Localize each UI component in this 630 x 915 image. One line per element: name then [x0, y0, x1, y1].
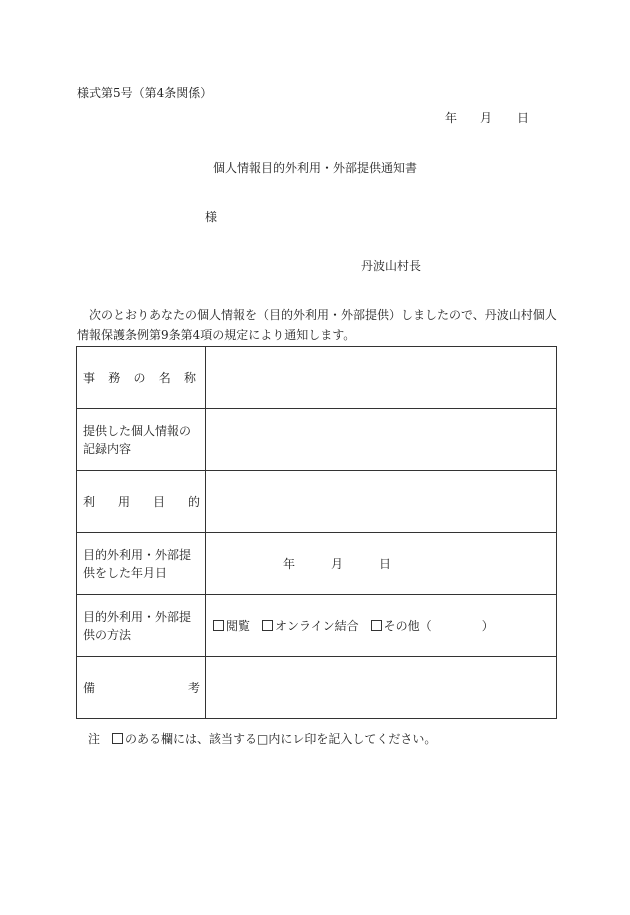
date-year-label: 年 [283, 557, 296, 571]
option-close-paren: ） [481, 619, 494, 633]
date-month-label: 月 [331, 557, 344, 571]
form-number: 様式第5号（第4条関係） [77, 86, 213, 100]
label-char: 称 [183, 370, 196, 385]
row-label-office [77, 347, 206, 409]
checkbox-icon [112, 733, 123, 744]
note-prefix: 注 [88, 732, 101, 746]
option-label: その他（ [383, 619, 432, 633]
row-label-purpose [77, 471, 206, 533]
label-char: 考 [187, 680, 200, 695]
checkbox-icon[interactable] [262, 620, 273, 631]
label-char: 的 [187, 494, 200, 509]
row-label-remarks [77, 657, 206, 719]
purpose-field[interactable] [206, 471, 557, 533]
label-char: 利 [83, 494, 96, 509]
label-char: 用 [117, 494, 130, 509]
date-year-label: 年 [445, 111, 458, 125]
row-label-method: 目的外利用・外部提供の方法 [77, 595, 206, 657]
table-row [77, 657, 557, 719]
document-title: 個人情報目的外利用・外部提供通知書 [213, 161, 418, 175]
provision-date-field[interactable] [206, 533, 557, 595]
table-row [77, 409, 557, 471]
body-paragraph [77, 305, 557, 345]
date-day-label: 日 [379, 557, 392, 571]
sender-name: 丹波山村長 [361, 259, 422, 273]
method-field [206, 595, 557, 657]
date-month-label: 月 [480, 111, 493, 125]
record-content-field[interactable] [206, 409, 557, 471]
label-char: 事 [83, 370, 96, 385]
checkbox-icon[interactable] [213, 620, 224, 631]
date-day-label: 日 [517, 111, 530, 125]
issue-date [445, 109, 529, 126]
row-label-provision-date: 目的外利用・外部提供をした年月日 [77, 533, 206, 595]
label-char: の [133, 370, 146, 385]
checkbox-icon[interactable] [371, 620, 382, 631]
option-label: 閲覧 [226, 619, 251, 633]
table-row [77, 533, 557, 595]
note-text: のある欄には、該当する□内にレ印を記入してください。 [125, 732, 437, 746]
office-name-field[interactable] [206, 347, 557, 409]
notification-table [76, 346, 557, 719]
table-row [77, 595, 557, 657]
remarks-field[interactable] [206, 657, 557, 719]
option-other[interactable] [371, 619, 494, 633]
addressee-field: 様 [205, 210, 218, 224]
body-text: 次のとおりあなたの個人情報を（目的外利用・外部提供）しましたので、丹波山村個人情報保護条例第9条第4項の規定により通知します。 [77, 308, 557, 342]
table-row [77, 347, 557, 409]
row-label-record-content: 提供した個人情報の記録内容 [77, 409, 206, 471]
option-label: オンライン結合 [275, 619, 359, 633]
label-char: 備 [83, 680, 96, 695]
table-row [77, 471, 557, 533]
option-viewing[interactable] [213, 619, 250, 633]
label-char: 務 [108, 370, 121, 385]
option-online[interactable] [262, 619, 359, 633]
footnote [88, 730, 436, 747]
label-char: 名 [158, 370, 171, 385]
label-char: 目 [152, 494, 165, 509]
